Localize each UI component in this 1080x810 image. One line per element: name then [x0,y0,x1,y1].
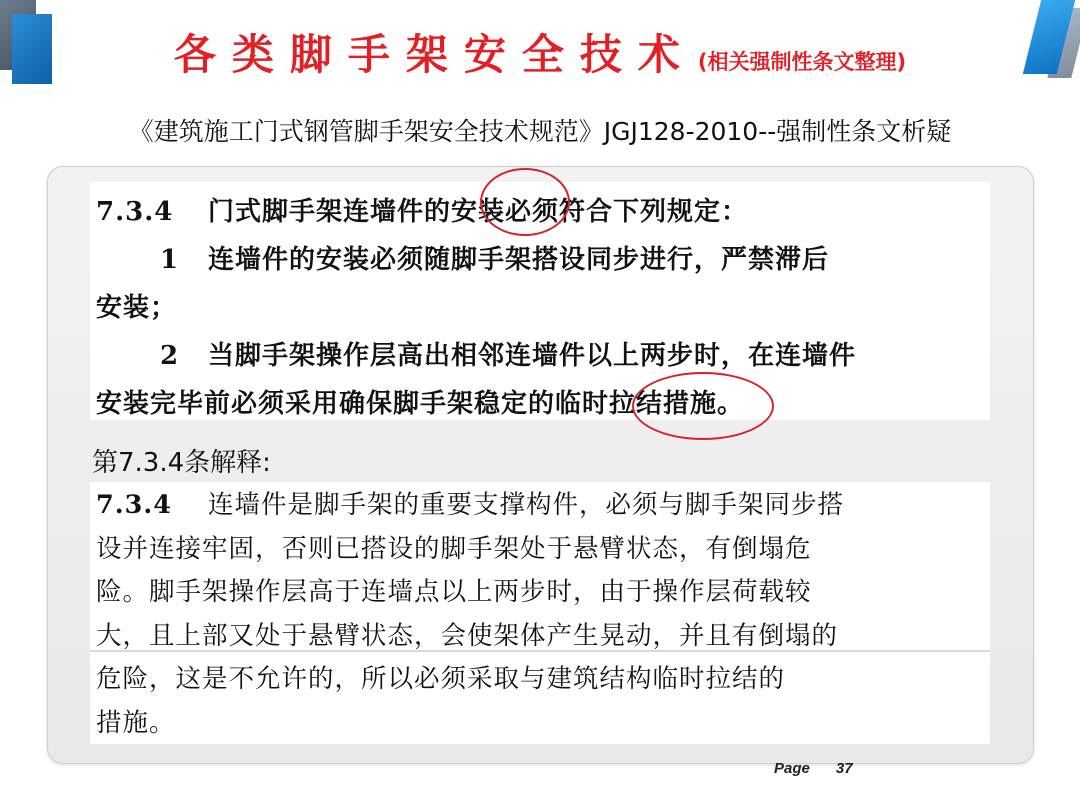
highlight-circle-temporary-tie [632,372,774,440]
explanation-line-6: 措施。 [96,707,176,738]
slide-title [0,22,1080,82]
slide-subtitle: 《建筑施工门式钢管脚手架安全技术规范》JGJ128-2010--强制性条文析疑 [128,117,952,146]
explanation-line-2: 设并连接牢固，否则已搭设的脚手架处于悬臂状态，有倒塌危 [96,533,812,564]
page-number: 37 [835,760,853,777]
clause-number: 7.3.4 [96,197,174,227]
clause-item-2-number: 2 [160,341,180,371]
title-main: 各类脚手架安全技术 [173,30,696,79]
clause-item-1-text: 连墙件的安装必须随脚手架搭设同步进行，严禁滞后 [208,245,830,275]
explanation-number: 7.3.4 [96,490,172,520]
explanation-line-5: 危险，这是不允许的，所以必须采取与建筑结构临时拉结的 [96,664,786,694]
explanation-line-4: 大，且上部又处于悬臂状态，会使架体产生晃动，并且有倒塌的 [96,620,839,651]
clause-item-1-number: 1 [160,245,180,275]
explanation-line-1: 7.3.4 连墙件是脚手架的重要支撑构件，必须与脚手架同步搭 [96,484,986,528]
explanation-label: 第7.3.4条解释: [92,448,271,478]
clause-item-2-continuation: 安装完毕前必须采用确保脚手架稳定的临时拉结措施。 [96,389,745,419]
clause-item-2-text: 当脚手架操作层高出相邻连墙件以上两步时，在连墙件 [208,341,857,371]
clause-item-1-continuation: 安装； [96,293,178,323]
page-footer [774,760,853,777]
highlight-circle-install [480,168,570,236]
explanation-text [96,484,986,745]
clause-item-2 [96,332,988,380]
clause-heading: 门式脚手架连墙件的安装必须符合下列规定： [208,197,749,227]
title-sub: (相关强制性条文整理) [697,50,907,74]
explanation-line-3: 险。脚手架操作层高于连墙点以上两步时，由于操作层荷载较 [96,577,812,607]
clause-item-1 [96,236,988,284]
page-label: Page [774,760,810,777]
